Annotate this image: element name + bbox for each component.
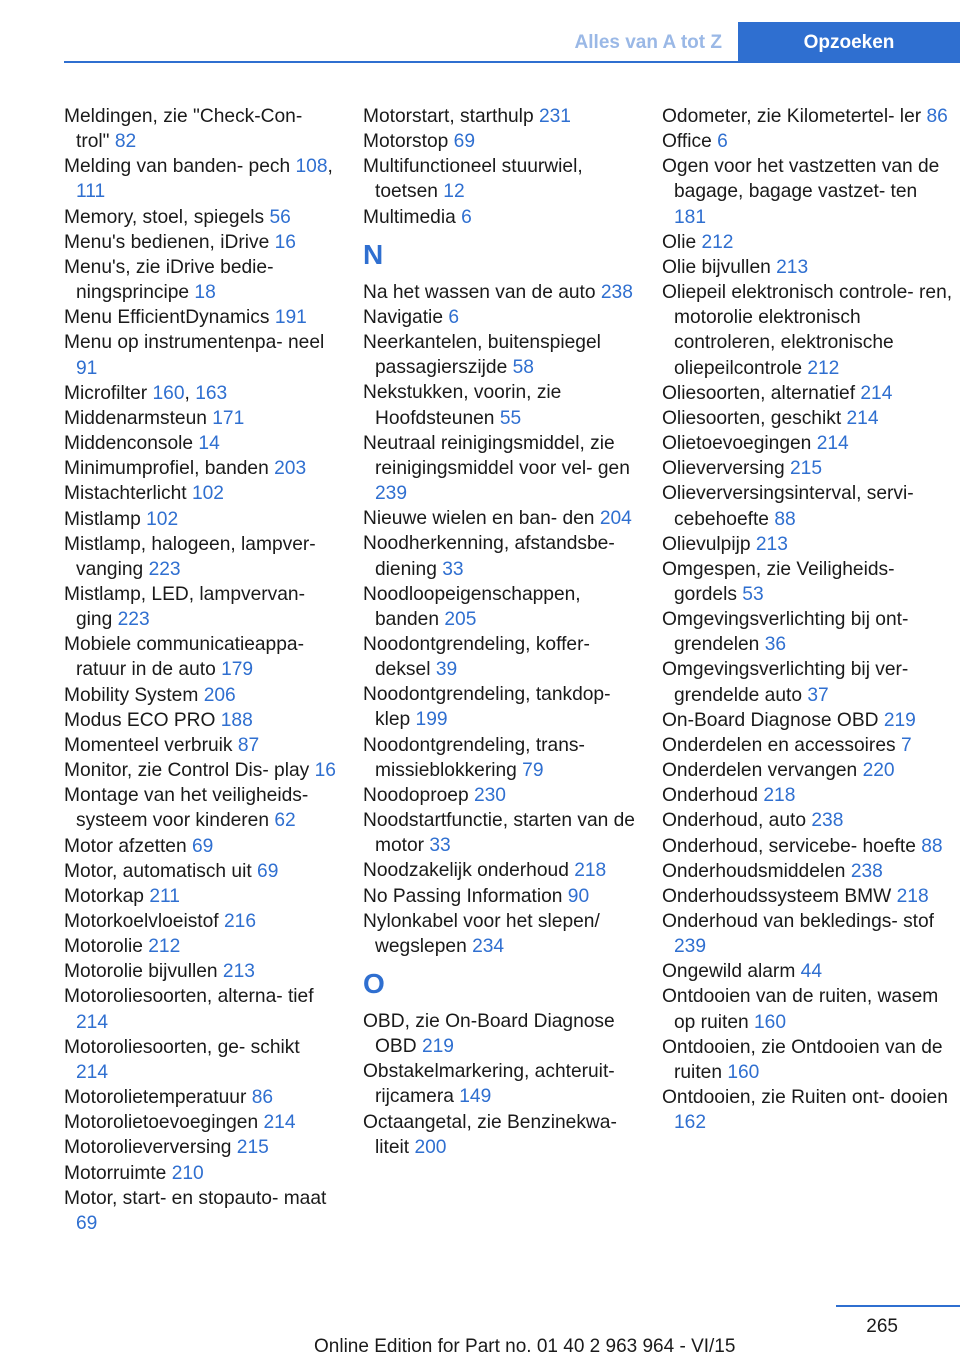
index-entry [64, 1110, 336, 1135]
index-entry [64, 481, 336, 506]
index-entry [363, 808, 637, 858]
index-entry [662, 834, 954, 859]
index-entry-text: On-Board Diagnose OBD [662, 709, 879, 731]
index-entry-text: Motorolieverversing [64, 1137, 232, 1159]
index-entry-text: Microfilter [64, 382, 148, 404]
page-reference-link[interactable]: 7 [900, 734, 912, 756]
page-reference-link[interactable]: 230 [473, 784, 506, 806]
index-entry-text: OBD, zie On-Board Diagnose OBD [363, 1011, 615, 1058]
index-entry-text: Meldingen, zie "Check-Con- trol" [64, 106, 303, 153]
index-entry-text: Oliesoorten, alternatief [662, 382, 856, 404]
page-reference-link[interactable]: 62 [274, 810, 296, 832]
index-entry [662, 884, 954, 909]
index-entry [363, 280, 637, 305]
page-reference-link[interactable]: 33 [442, 558, 464, 580]
index-entry-text: Memory, stoel, spiegels [64, 206, 265, 228]
index-entry [363, 1059, 637, 1109]
index-entry-text: Navigatie [363, 306, 443, 328]
index-entry [363, 632, 637, 682]
page-reference-link[interactable]: 160 [152, 382, 185, 404]
index-entry-text: Motorkap [64, 885, 144, 907]
page-reference-link[interactable]: 204 [599, 508, 632, 530]
index-entry-text: Noodzakelijk onderhoud [363, 860, 569, 882]
page-reference-link[interactable]: 53 [742, 583, 764, 605]
index-entry [64, 205, 336, 230]
index-entry [363, 154, 637, 204]
index-entry [662, 733, 954, 758]
index-entry [64, 1186, 336, 1236]
index-column-3 [662, 104, 954, 1135]
page-reference-link[interactable]: 205 [444, 608, 477, 630]
index-entry [662, 1035, 954, 1085]
index-entry [64, 934, 336, 959]
index-entry [64, 632, 336, 682]
index-entry-text: Nieuwe wielen en ban- den [363, 508, 595, 530]
index-entry-text: Multifunctioneel stuurwiel, toetsen [363, 156, 583, 203]
index-entry-text: Menu's bedienen, iDrive [64, 231, 270, 253]
index-entry-text: Noodherkenning, afstandsbe- diening [363, 533, 615, 580]
index-entry [64, 456, 336, 481]
index-entry-text: Office [662, 131, 712, 153]
page-reference-link[interactable]: 87 [237, 734, 260, 756]
index-entry [64, 733, 336, 758]
page-reference-link[interactable]: 88 [774, 508, 796, 530]
page-reference-link[interactable]: 219 [421, 1036, 454, 1058]
index-entry-text: Motorkoelvloeistof [64, 911, 219, 932]
page-reference-link[interactable]: 215 [789, 458, 822, 480]
page-reference-link[interactable]: 160 [754, 1011, 787, 1033]
index-entry [363, 783, 637, 808]
page-reference-link[interactable]: 171 [212, 407, 245, 429]
page-reference-link[interactable]: 69 [257, 860, 279, 882]
index-entry-text: Obstakelmarkering, achteruit- rijcamera [363, 1061, 615, 1108]
page-reference-link[interactable]: 231 [538, 106, 571, 127]
page-reference-link[interactable]: 188 [220, 709, 253, 731]
index-entry-text: Motoroliesoorten, ge- schikt [64, 1036, 300, 1058]
index-entry-text: Menu op instrumentenpa- neel [64, 332, 325, 354]
page-reference-link[interactable]: 82 [114, 131, 137, 153]
page-reference-link[interactable]: 102 [146, 508, 179, 530]
page-reference-link[interactable]: 215 [236, 1137, 269, 1159]
index-entry [662, 456, 954, 481]
index-entry [662, 859, 954, 884]
page-reference-link[interactable]: 219 [883, 709, 916, 731]
page-reference-link[interactable]: 214 [860, 382, 893, 404]
page-reference-link[interactable]: 16 [274, 231, 296, 253]
index-entry [64, 909, 336, 934]
page-reference-link[interactable]: 111 [76, 181, 106, 203]
index-entry [363, 506, 637, 531]
index-entry [662, 154, 954, 229]
index-entry [662, 1085, 954, 1135]
index-entry [662, 406, 954, 431]
index-entry-text: Mobility System [64, 684, 199, 706]
index-entry-text: Onderdelen en accessoires [662, 734, 896, 756]
page-reference-link[interactable]: 69 [76, 1212, 98, 1234]
page-reference-link[interactable]: 238 [850, 860, 883, 882]
index-entry [64, 532, 336, 582]
index-entry [64, 1161, 336, 1186]
page-reference-link[interactable]: 179 [221, 659, 254, 681]
index-entry-text: Momenteel verbruik [64, 734, 233, 756]
index-entry [64, 406, 336, 431]
index-entry [662, 708, 954, 733]
index-entry-text: Na het wassen van de auto [363, 281, 596, 303]
index-entry-text: Ogen voor het vastzetten van de bagage, bagage vastzet- ten [662, 156, 940, 203]
index-entry [662, 104, 954, 129]
index-entry-text: Noodontgrendeling, koffer- deksel [363, 633, 590, 681]
page-reference-link[interactable]: 239 [375, 483, 408, 505]
index-entry-text: Mobiele communicatieappa- ratuur in de auto [64, 634, 304, 681]
index-entry [662, 984, 954, 1034]
index-entry [662, 959, 954, 984]
index-entry: Microfilter 160, 163 [64, 382, 228, 404]
index-entry [64, 834, 336, 859]
index-entry-text: Middenconsole [64, 433, 194, 455]
page-reference-link[interactable]: 44 [800, 961, 822, 983]
page-reference-link[interactable]: 12 [443, 181, 465, 203]
page-reference-link[interactable]: 212 [807, 357, 840, 379]
index-entry-text: Olietoevoegingen [662, 433, 812, 455]
index-entry [363, 582, 637, 632]
index-entry-text: Olieverversing [662, 458, 785, 480]
index-entry [64, 230, 336, 255]
page-reference-link[interactable]: 214 [816, 433, 849, 455]
page-reference-link[interactable]: 16 [314, 760, 336, 782]
index-entry [64, 959, 336, 984]
index-entry [363, 733, 637, 783]
index-entry-text: Motoroliesoorten, alterna- tief [64, 986, 314, 1008]
index-entry [363, 129, 637, 154]
index-entry-text: Motor, start- en stopauto- maat [64, 1187, 327, 1209]
page-reference-link[interactable]: 55 [499, 407, 522, 429]
index-entry [363, 858, 637, 883]
index-entry-text: Onderhoudsmiddelen [662, 860, 846, 882]
page-reference-link[interactable]: 56 [269, 206, 291, 228]
index-entry [64, 104, 336, 154]
page-reference-link[interactable]: 6 [717, 131, 728, 153]
page-reference-link[interactable]: 234 [472, 935, 505, 957]
page-reference-link[interactable]: 218 [574, 860, 607, 882]
index-entry-text: Motorolie bijvullen [64, 961, 218, 983]
page-reference-link[interactable]: 86 [926, 106, 948, 127]
index-entry-text: Melding van banden- pech [64, 156, 291, 178]
page-reference-link[interactable]: 218 [763, 785, 796, 807]
index-entry-text: Ongewild alarm [662, 961, 796, 983]
index-entry-text: Onderdelen vervangen [662, 760, 858, 782]
index-entry-text: Noodontgrendeling, trans- missieblokkering [363, 734, 585, 781]
page-reference-link[interactable]: 223 [148, 558, 181, 580]
index-entry-text: Noodoproep [363, 784, 469, 806]
index-entry-text: Omgespen, zie Veiligheids- gordels [662, 558, 895, 605]
page-reference-link[interactable]: 214 [76, 1061, 109, 1083]
index-entry-text: Nylonkabel voor het slepen/ wegslepen [363, 910, 600, 957]
index-entry [64, 683, 336, 708]
footer-rule [836, 1305, 960, 1307]
index-entry-text: Motor, automatisch uit [64, 860, 252, 882]
section-letter: O [363, 968, 385, 999]
index-entry-text: Multimedia [363, 206, 456, 228]
index-entry-text: Minimumprofiel, banden [64, 458, 269, 480]
index-entry [64, 884, 336, 909]
page-reference-link[interactable]: 69 [453, 131, 476, 153]
index-entry [363, 531, 637, 581]
index-entry [64, 708, 336, 733]
index-entry [363, 380, 637, 430]
index-entry [363, 305, 637, 330]
index-entry-text: Monitor, zie Control Dis- play [64, 760, 310, 782]
index-entry [662, 280, 954, 381]
index-entry [363, 909, 637, 959]
index-entry-text: Nekstukken, voorin, zie Hoofdsteunen [363, 382, 562, 429]
page-reference-link[interactable]: 39 [435, 659, 458, 681]
index-entry-text: Ontdooien van de ruiten, wasem op ruiten [662, 986, 939, 1033]
index-entry-text: Noodloopeigenschappen, banden [363, 583, 581, 630]
index-entry [363, 1110, 637, 1160]
page-reference-link[interactable]: 238 [600, 281, 633, 303]
index-entry [662, 657, 954, 707]
page-reference-link[interactable]: 210 [171, 1162, 204, 1184]
index-entry [662, 607, 954, 657]
page-reference-link[interactable]: 211 [149, 885, 180, 907]
index-entry-text: Olie bijvullen [662, 256, 771, 278]
index-entry-text: Motorolietoevoegingen [64, 1112, 259, 1134]
page-reference-link[interactable]: 212 [148, 936, 181, 958]
index-entry-text: Mistlamp, halogeen, lampver- vanging [64, 533, 316, 580]
index-entry-text: Ontdooien, zie Ruiten ont- dooien [662, 1087, 948, 1109]
index-entry [64, 507, 336, 532]
index-entry-text: Mistlamp [64, 508, 141, 530]
index-entry [363, 431, 637, 506]
index-entry [64, 305, 336, 330]
index-entry-text: Ontdooien, zie Ontdooien van de ruiten [662, 1036, 943, 1083]
page-reference-link[interactable]: 149 [459, 1086, 492, 1108]
section-letter: N [363, 238, 384, 270]
page-reference-link[interactable]: 69 [192, 835, 214, 857]
index-entry-text: Mistlamp, LED, lampvervan- ging [64, 583, 305, 631]
page-reference-link[interactable]: 214 [76, 1011, 109, 1033]
page-reference-link[interactable]: 91 [76, 357, 98, 379]
page-reference-link[interactable]: 79 [522, 759, 544, 781]
page-reference-link[interactable]: 220 [862, 760, 895, 782]
page-reference-link[interactable]: 58 [512, 357, 534, 379]
index-entry-text: Motor afzetten [64, 835, 187, 857]
index-entry-text: Onderhoud van bekledings- stof [662, 911, 934, 932]
index-entry-text: Omgevingsverlichting bij ont- grendelen [662, 609, 909, 656]
page-reference-link[interactable]: 214 [263, 1112, 296, 1134]
index-entry [363, 330, 637, 380]
page-reference-link[interactable]: 163 [195, 382, 228, 404]
page-reference-link[interactable]: 239 [674, 936, 707, 958]
index-entry [64, 1135, 336, 1160]
page-reference-link[interactable]: 14 [198, 433, 220, 455]
index-entry [662, 431, 954, 456]
page-reference-link[interactable]: 191 [274, 307, 307, 329]
page-reference-link[interactable]: 203 [274, 458, 307, 480]
page-reference-link[interactable]: 206 [203, 684, 236, 706]
index-entry-text: Oliepeil elektronisch controle- ren, motorolie elektronisch controleren, elektronische oliepeilcontrole [662, 282, 953, 379]
page-reference-link[interactable]: 213 [222, 961, 255, 983]
index-entry [662, 808, 954, 833]
index-entry-text: Middenarmsteun [64, 407, 207, 429]
index-entry-text: Motorstop [363, 131, 449, 153]
index-column-2 [363, 104, 637, 1160]
index-entry [662, 381, 954, 406]
page-reference-link[interactable]: 238 [811, 810, 844, 832]
index-entry-text: Onderhoud [662, 785, 759, 807]
header-section-title: Alles van A tot Z [574, 32, 722, 53]
index-entry [64, 582, 336, 632]
index-entry-text: Noodontgrendeling, tankdop- klep [363, 684, 611, 731]
page-reference-link[interactable]: 160 [727, 1061, 760, 1083]
page-reference-link[interactable]: 90 [567, 885, 590, 907]
page-reference-link[interactable]: 213 [776, 256, 809, 278]
index-entry [64, 783, 336, 833]
page-reference-link[interactable]: 213 [755, 533, 788, 555]
index-entry-text: Olievulpijp [662, 533, 751, 555]
index-entry [363, 205, 637, 230]
page-reference-link[interactable]: 223 [117, 609, 150, 631]
page-reference-link[interactable]: 6 [448, 306, 460, 328]
page-reference-link[interactable]: 181 [674, 206, 707, 228]
page-reference-link[interactable]: 162 [674, 1112, 707, 1134]
index-entry-text: Odometer, zie Kilometertel- ler [662, 106, 922, 127]
index-entry [64, 859, 336, 884]
index-entry-text: Neerkantelen, buitenspiegel passagierszijde [363, 332, 601, 379]
index-entry-text: Menu's, zie iDrive bedie- ningsprincipe [64, 256, 274, 304]
index-entry [64, 1085, 336, 1110]
page-reference-link[interactable]: 108 [295, 156, 328, 178]
index-entry-text: Olieverversingsinterval, servi- cebehoefte [662, 483, 914, 530]
page-reference-link[interactable]: 214 [846, 407, 879, 429]
index-entry-text: Motorolietemperatuur [64, 1087, 247, 1109]
index-entry-text: Onderhoud, auto [662, 810, 807, 832]
page-reference-link[interactable]: 218 [896, 885, 929, 907]
index-entry-text: Omgevingsverlichting bij ver- grendelde auto [662, 659, 909, 706]
index-entry [363, 1009, 637, 1059]
index-entry-text: Onderhoudssysteem BMW [662, 885, 892, 907]
page-reference-link[interactable]: 18 [194, 282, 216, 304]
index-entry [662, 557, 954, 607]
index-entry-text: Noodstartfunctie, starten van de motor [363, 810, 635, 857]
index-entry-text: Mistachterlicht [64, 483, 187, 505]
page-reference-link[interactable]: 6 [461, 206, 472, 228]
index-entry-text: Motorruimte [64, 1162, 167, 1184]
index-entry: Melding van banden- pech 108, 111 [64, 156, 333, 203]
index-entry [662, 230, 954, 255]
index-entry [662, 758, 954, 783]
page-reference-link[interactable]: 88 [921, 835, 943, 857]
index-entry-text: Neutraal reinigingsmiddel, zie reinigingsmiddel voor vel- gen [363, 432, 630, 479]
index-entry-text: Olie [662, 231, 697, 253]
index-entry [662, 909, 954, 959]
index-entry-text: Menu EfficientDynamics [64, 307, 270, 329]
index-entry [64, 330, 336, 380]
index-entry [64, 984, 336, 1034]
page-reference-link[interactable]: 36 [764, 634, 787, 656]
header-tab[interactable]: Opzoeken [738, 22, 960, 63]
index-entry [662, 129, 954, 154]
index-entry-text: Onderhoud, servicebe- hoefte [662, 835, 916, 857]
index-entry-text: Octaangetal, zie Benzinekwa- liteit [363, 1111, 617, 1158]
page-reference-link[interactable]: 37 [807, 684, 829, 706]
index-entry [64, 431, 336, 456]
index-entry [64, 1035, 336, 1085]
page-reference-link[interactable]: 200 [414, 1136, 447, 1158]
index-entry [363, 682, 637, 732]
index-entry [662, 481, 954, 531]
page-number: 265 [866, 1316, 898, 1337]
header-rule [64, 61, 960, 63]
index-entry [662, 255, 954, 280]
page-reference-link[interactable]: 199 [415, 709, 448, 731]
index-entry-text: Motorolie [64, 936, 143, 958]
index-column-1 [64, 104, 336, 1236]
footer-edition: Online Edition for Part no. 01 40 2 963 964 - VI/15 [314, 1336, 736, 1357]
index-entry [363, 884, 637, 909]
page-reference-link[interactable]: 86 [251, 1087, 274, 1109]
index-entry [64, 255, 336, 305]
index-entry-text: No Passing Information [363, 885, 563, 907]
page-reference-link[interactable]: 33 [429, 835, 451, 857]
index-entry-text: Modus ECO PRO [64, 709, 216, 731]
page-reference-link[interactable]: 212 [701, 231, 734, 253]
index-entry [662, 783, 954, 808]
page-reference-link[interactable]: 102 [191, 483, 224, 505]
page-reference-link[interactable]: 216 [223, 911, 256, 932]
index-entry [662, 532, 954, 557]
index-entry-text: Oliesoorten, geschikt [662, 407, 842, 429]
index-entry-text: Motorstart, starthulp [363, 106, 534, 127]
index-entry-text: Montage van het veiligheids- systeem voor kinderen [64, 785, 309, 832]
index-entry [64, 758, 336, 783]
index-entry [363, 104, 637, 129]
